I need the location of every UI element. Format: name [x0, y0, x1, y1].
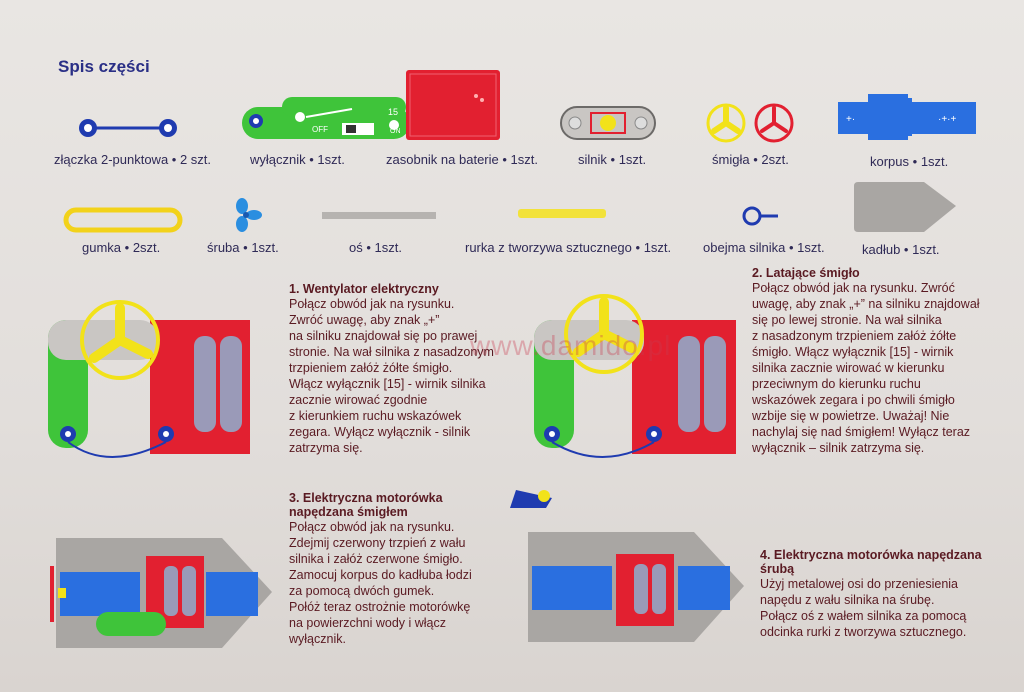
switch-on-label: ON — [390, 128, 401, 135]
screw-propeller-illustration — [232, 198, 262, 232]
boat-inset-illustration — [506, 478, 556, 518]
switch-illustration — [242, 95, 412, 145]
svg-text:+·: +· — [846, 114, 856, 125]
section-3-title: 3. Elektryczna motorówka napędzana śmigłem — [289, 491, 443, 519]
part-label-connector: złączka 2-punktowa • 2 szt. — [54, 152, 212, 167]
flying-propeller-circuit-illustration — [532, 302, 742, 452]
motor-illustration — [561, 107, 657, 141]
section-1 — [289, 282, 509, 456]
part-label-body: korpus • 1szt. — [870, 154, 949, 169]
part-label-rubber-band: gumka • 2szt. — [82, 240, 161, 255]
section-1-body: Połącz obwód jak na rysunku. Zwróć uwagę, aby znak „+” na silniku znajdował się po prawej stronie. Na wał silnika z nasadzonym trzpieniem załóż żółte śmigło. Włącz wyłącznik [15] - wirnik silnika zacznie wirować zgodnie z kierunkiem ruchu wskazówek zegara. Wyłącz wyłącznik - silnik zatrzyma się. — [289, 297, 494, 455]
body-plate-illustration — [838, 94, 978, 140]
part-label-screw: śruba • 1szt. — [207, 240, 279, 255]
switch-off-label: OFF — [312, 125, 328, 134]
hull-illustration — [854, 182, 958, 234]
part-label-propellers: śmigła • 2szt. — [712, 152, 789, 167]
propeller-boat-illustration — [46, 536, 276, 652]
propellers-illustration — [706, 103, 806, 147]
part-label-switch: wyłącznik • 1szt. — [250, 152, 345, 167]
part-label-motor-clamp: obejma silnika • 1szt. — [703, 240, 825, 255]
part-label-hull: kadłub • 1szt. — [862, 242, 940, 257]
section-4-title: 4. Elektryczna motorówka napędzana śrubą — [760, 548, 982, 576]
page-title: Spis części — [58, 57, 150, 76]
part-label-motor: silnik • 1szt. — [578, 152, 647, 167]
watermark: www.damido.pl — [470, 330, 672, 361]
section-3-body: Połącz obwód jak na rysunku. Zdejmij czerwony trzpień z wału silnika i załóż czerwone śmigło. Zamocuj korpus do kadłuba łodzi za pomocą dwóch gumek. Połóż teraz ostrożnie motorówkę na powierzchni wody i włącz wyłącznik. — [289, 520, 472, 646]
rubber-band-illustration — [64, 208, 184, 234]
section-2-title: 2. Latające śmigło — [752, 266, 860, 280]
svg-text:·+·+: ·+·+ — [938, 114, 957, 125]
section-3 — [289, 491, 509, 647]
connector-illustration — [78, 113, 198, 143]
section-1-title: 1. Wentylator elektryczny — [289, 282, 439, 296]
switch-number-label: 15 — [388, 107, 399, 117]
plastic-tube-illustration — [518, 209, 608, 221]
part-label-axle: oś • 1szt. — [349, 240, 402, 255]
fan-circuit-illustration — [48, 302, 258, 452]
screw-boat-illustration — [518, 530, 748, 646]
section-2 — [752, 266, 1012, 456]
part-label-battery-holder: zasobnik na baterie • 1szt. — [386, 152, 538, 167]
part-label-tube: rurka z tworzywa sztucznego • 1szt. — [465, 240, 672, 255]
motor-clamp-illustration — [742, 205, 782, 227]
section-2-body: Połącz obwód jak na rysunku. Zwróć uwagę, aby znak „+” na silniku znajdował się po lewej stronie. Na wał silnika z nasadzonym trzpieniem załóż żółte śmigło. Włącz wyłącznik [15] - wirnik silnika zacznie wirować w kierunku przeciwnym do kierunku ruchu wskazówek zegara i po chwili śmigło wzbije się w powietrze. Uważaj! Nie nachylaj się nad śmigłem! Wyłącz teraz wyłącznik – silnik zatrzyma się. — [752, 281, 980, 455]
section-4-body: Użyj metalowej osi do przeniesienia napędu z wału silnika na śrubę. Połącz oś z wałem silnika za pomocą odcinka rurki z tworzywa sztucznego. — [760, 577, 967, 639]
section-4 — [760, 548, 1010, 640]
battery-holder-illustration — [406, 70, 502, 142]
axle-illustration — [322, 212, 438, 222]
